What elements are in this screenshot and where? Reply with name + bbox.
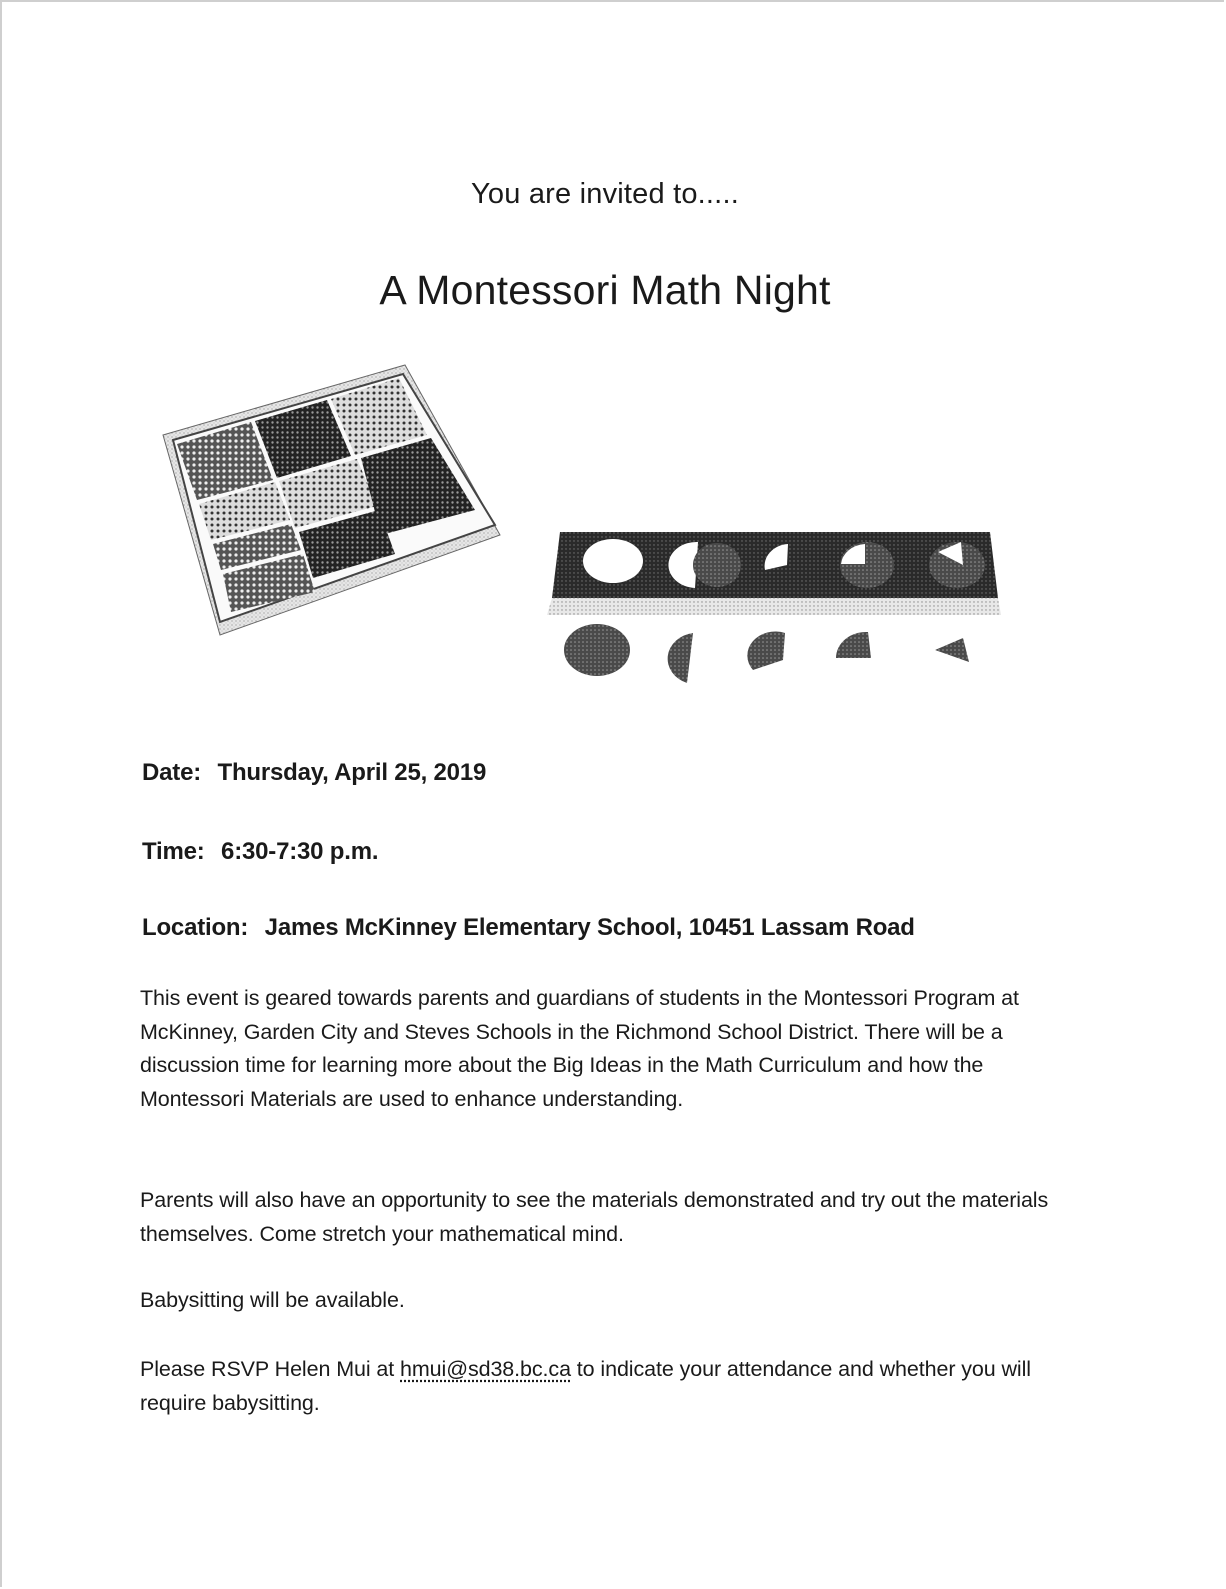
rsvp-text-after: to indicate your attendance and whether you will require babysitting. [140,1357,1031,1415]
fraction-insets-image [525,520,1025,700]
rsvp-text-before: Please RSVP Helen Mui at [140,1357,401,1381]
time-value: 6:30-7:30 p.m. [221,838,379,865]
babysitting-note: Babysitting will be available. [140,1288,405,1312]
event-time [142,838,378,866]
invite-line: You are invited to..... [471,178,739,210]
event-description: This event is geared towards parents and guardians of students in the Montessori Program at McKinney, Garden City and Steves Schools in the Richmond School District. There will be a discussion time for learning more about the Big Ideas in the Math Curriculum and how the Montessori Materials are used to enhance understanding. [140,986,1019,1111]
page-title: A Montessori Math Night [379,267,831,313]
bead-tray-image [155,360,515,640]
location-label: Location: [142,914,249,941]
rsvp-paragraph [140,1353,1070,1420]
date-label: Date: [142,759,202,786]
event-location [142,914,915,942]
time-label: Time: [142,838,205,865]
date-value: Thursday, April 25, 2019 [217,759,487,786]
materials-paragraph: Parents will also have an opportunity to see the materials demonstrated and try out the materials themselves. Come stretch your mathematical mind. [140,1188,1049,1246]
location-value: James McKinney Elementary School, 10451 Lassam Road [264,914,915,941]
rsvp-email-link[interactable]: hmui@sd38.bc.ca [400,1357,571,1381]
event-date [142,759,486,787]
